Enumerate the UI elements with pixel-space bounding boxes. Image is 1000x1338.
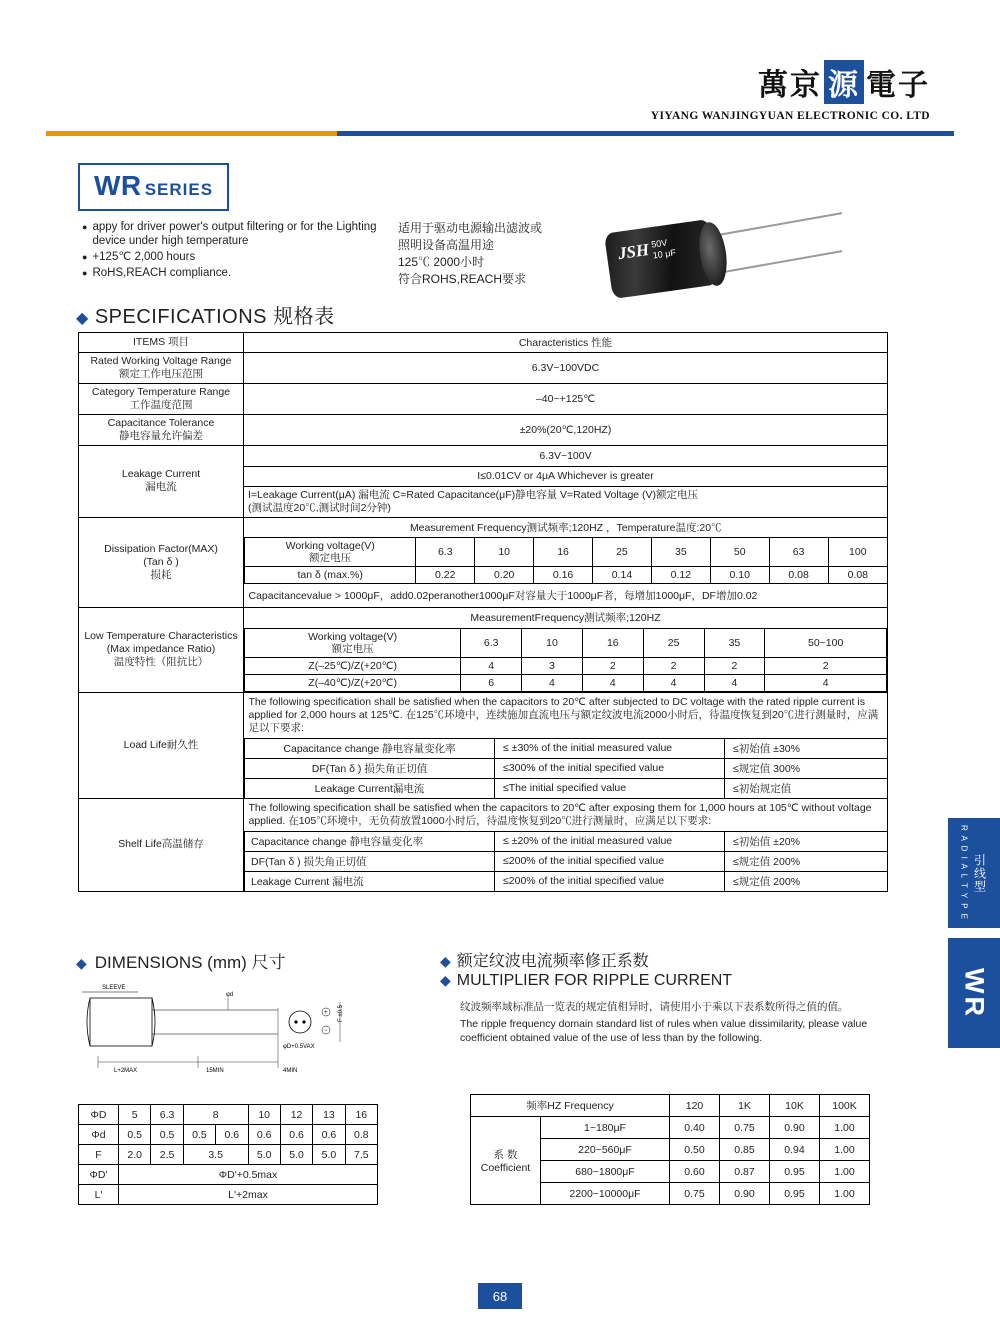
row-label-rated-voltage	[79, 353, 244, 384]
feature-item	[82, 220, 402, 248]
side-tab-radial-en: R A D I A L T Y P E	[959, 825, 969, 921]
bullet-dot-icon: ●	[82, 252, 88, 262]
dissipation-voltage-cell: 100	[828, 538, 887, 567]
ripple-value: 1.00	[820, 1139, 870, 1161]
lowtemp-z40-cell: 4	[582, 674, 643, 691]
svg-text:SLEEVE: SLEEVE	[102, 985, 126, 991]
diamond-icon: ◆	[76, 310, 89, 327]
specifications-heading	[76, 300, 335, 329]
feature-item	[82, 250, 402, 264]
feature-item	[82, 266, 402, 280]
leakage-definition: I=Leakage Current(μA) 漏电流 C=Rated Capacitance(μF)静电容量 V=Rated Voltage (V)额定电压	[248, 488, 699, 501]
ripple-header-1k: 1K	[720, 1095, 770, 1117]
row-label-dissipation	[79, 517, 244, 608]
shelflife-item-cn: ≤规定值 200%	[725, 871, 888, 891]
loadlife-para-en: The following specification shall be satisfied when the capacitors to 20℃ after subjected to DC voltage with the rated ripple current is applied for 2,000 hours at 125℃.	[248, 695, 865, 721]
rule-orange-segment	[46, 131, 337, 136]
dim-cell: 0.5	[183, 1125, 215, 1145]
row-label-en: Category Temperature Range	[91, 386, 231, 398]
svg-text:φD+0.5VAX: φD+0.5VAX	[283, 1044, 315, 1050]
diamond-icon: ◆	[440, 972, 451, 988]
ripple-value: 0.94	[770, 1139, 820, 1161]
dim-cell: 6.3	[151, 1105, 183, 1125]
row-label-en2: (Tan δ )	[143, 555, 179, 568]
lowtemp-voltage-cell: 16	[582, 628, 643, 657]
value-lowtemp	[244, 608, 888, 693]
dimensions-table	[78, 1104, 378, 1205]
shelflife-item-name: Leakage Current 漏电流	[245, 871, 495, 891]
svg-text:F ±0.5: F ±0.5	[338, 1005, 344, 1022]
loadlife-item-name: Capacitance change 静电容量变化率	[245, 738, 495, 758]
bullet-dot-icon: ●	[82, 268, 88, 278]
ripple-range: 220~560μF	[541, 1139, 670, 1161]
leakage-condition: (测试温度20℃,测试时间2分钟)	[248, 501, 391, 514]
feature-list-cn	[398, 220, 618, 288]
ripple-value: 0.75	[670, 1183, 720, 1205]
dissipation-voltage-cell: 63	[769, 538, 828, 567]
table-row	[245, 584, 888, 608]
row-label-cn: 额定工作电压范围	[119, 368, 203, 380]
dim-cell: 0.6	[280, 1125, 312, 1145]
svg-text:−: −	[324, 1028, 328, 1034]
loadlife-item-cn: ≤规定值 300%	[725, 758, 888, 778]
row-label-temp-range	[79, 384, 244, 415]
table-row	[245, 538, 888, 567]
lowtemp-z40-cell: 4	[704, 674, 765, 691]
dissipation-tan-cell: 0.08	[769, 567, 828, 584]
table-row	[79, 1145, 378, 1165]
dim-span-cell: ΦD'+0.5max	[119, 1165, 378, 1185]
row-label-cn: 损耗	[150, 568, 172, 581]
value-shelflife	[244, 798, 888, 891]
lowtemp-condition: MeasurementFrequency测试频率;120HZ	[245, 608, 887, 628]
value-tolerance: ±20%(20℃,120HZ)	[244, 415, 888, 446]
capacitor-capacitance: 10 μF	[652, 247, 677, 261]
loadlife-paragraph	[245, 693, 888, 739]
dim-cell: 0.6	[248, 1125, 280, 1145]
svg-text:L+2MAX: L+2MAX	[114, 1068, 138, 1074]
leakage-inner-table	[244, 446, 887, 517]
table-row	[245, 657, 887, 674]
table-row	[245, 628, 887, 657]
ripple-value: 1.00	[820, 1161, 870, 1183]
row-label-en: Dissipation Factor(MAX)	[104, 542, 218, 555]
table-row	[79, 1165, 378, 1185]
lowtemp-voltage-cell: 6.3	[461, 628, 522, 657]
dim-cell: 0.6	[313, 1125, 345, 1145]
side-tab-wr-label: WR	[959, 967, 990, 1019]
feature-text: +125℃ 2,000 hours	[92, 251, 196, 263]
feature-text: appy for driver power's output filtering or for the Lighting device under high temperature	[92, 221, 377, 247]
shelflife-item-cn: ≤规定值 200%	[725, 851, 888, 871]
table-row	[471, 1095, 870, 1117]
table-row	[471, 1117, 870, 1139]
header-rule	[46, 131, 954, 136]
value-temp-range: –40~+125℃	[244, 384, 888, 415]
loadlife-item-cn: ≤初始值 ±30%	[725, 738, 888, 758]
ripple-range: 680~1800μF	[541, 1161, 670, 1183]
shelflife-item-en: ≤ ±20% of the initial measured value	[495, 831, 725, 851]
row-label-loadlife: Load Life耐久性	[79, 692, 244, 798]
dimensions-heading	[76, 948, 286, 973]
lowtemp-z25-cell: 4	[461, 657, 522, 674]
shelflife-inner-table	[244, 799, 887, 891]
ripple-heading-cn	[440, 948, 649, 971]
dissipation-tan-cell: 0.10	[710, 567, 769, 584]
table-row	[79, 415, 888, 446]
specifications-table	[78, 332, 888, 892]
feature-list-en	[82, 220, 402, 282]
shelflife-item-en: ≤200% of the initial specified value	[495, 851, 725, 871]
col-characteristics-header: Characteristics 性能	[244, 333, 888, 353]
dim-cell: 0.6	[216, 1125, 248, 1145]
lead-wire-icon	[718, 212, 842, 235]
table-row	[245, 567, 888, 584]
lowtemp-voltage-header	[245, 628, 461, 657]
dissipation-voltage-cell: 16	[534, 538, 593, 567]
side-tab-radial-type[interactable]	[948, 818, 1000, 928]
row-label-cn: 漏电流	[145, 481, 177, 494]
value-leakage	[244, 446, 888, 518]
dissipation-voltage-cell: 25	[593, 538, 652, 567]
ripple-value: 0.85	[720, 1139, 770, 1161]
dim-row-head: ΦD	[79, 1105, 119, 1125]
table-row	[244, 466, 887, 486]
ripple-heading-en-text: MULTIPLIER FOR RIPPLE CURRENT	[456, 972, 733, 989]
side-tab-radial-cn: 引线型	[972, 853, 987, 893]
dim-cell: 3.5	[183, 1145, 248, 1165]
ripple-value: 0.90	[720, 1183, 770, 1205]
table-row	[245, 674, 887, 691]
loadlife-para-cn: 在125℃环境中，连续施加直流电压与额定纹波电流2000小时后，待温度恢复到20℃进行测量时，应满足以下要求:	[248, 708, 879, 734]
leakage-line-3	[244, 486, 887, 517]
dim-cell: 10	[248, 1105, 280, 1125]
ripple-value: 0.75	[720, 1117, 770, 1139]
ripple-header-10k: 10K	[770, 1095, 820, 1117]
dissipation-voltage-cell: 35	[651, 538, 710, 567]
table-row	[245, 799, 888, 832]
table-row	[245, 738, 888, 758]
table-row	[79, 608, 888, 693]
shelflife-paragraph	[245, 799, 888, 832]
ripple-heading-cn-text: 额定纹波电流频率修正系数	[456, 953, 649, 970]
table-row	[79, 1105, 378, 1125]
row-label-en: Capacitance Tolerance	[107, 417, 215, 429]
ripple-range: 2200~10000μF	[541, 1183, 670, 1205]
dissipation-inner-table	[244, 518, 887, 608]
dissipation-note: Capacitancevalue > 1000μF，add0.02peranother1000μF对容量大于1000μF者，每增加1000μF，DF增加0.02	[248, 590, 758, 602]
brand-english: YIYANG WANJINGYUAN ELECTRONIC CO. LTD	[650, 110, 930, 122]
label-en: Working voltage(V)	[308, 630, 398, 643]
table-row	[79, 333, 888, 353]
shelflife-item-name: Capacitance change 静电容量变化率	[245, 831, 495, 851]
ripple-value: 0.90	[770, 1117, 820, 1139]
lowtemp-voltage-cell: 25	[643, 628, 704, 657]
side-tab-wr[interactable]	[948, 938, 1000, 1048]
loadlife-item-name: DF(Tan δ ) 损失角正切值	[245, 758, 495, 778]
dissipation-tan-cell: 0.14	[593, 567, 652, 584]
table-row	[245, 778, 888, 798]
table-row	[79, 353, 888, 384]
ripple-range: 1~180μF	[541, 1117, 670, 1139]
series-title-box	[78, 163, 229, 211]
table-row	[79, 692, 888, 798]
shelflife-para-cn: 在105℃环境中，无负荷放置1000小时后，待温度恢复到20℃进行测量时，应满足以下要求:	[288, 814, 712, 827]
lowtemp-z25-cell: 3	[522, 657, 583, 674]
table-row	[79, 384, 888, 415]
svg-text:15MIN: 15MIN	[206, 1068, 224, 1074]
page-number: 68	[478, 1283, 522, 1309]
coefficient-label-en: Coefficient	[480, 1162, 531, 1174]
row-label-cn: 工作温度范围	[129, 399, 193, 411]
ripple-header-100k: 100K	[820, 1095, 870, 1117]
ripple-note-en: The ripple frequency domain standard list of rules when value dissimilarity, please value coefficient obtained value of the use of less than by the following.	[460, 1018, 868, 1044]
table-row	[79, 798, 888, 891]
company-logo	[651, 60, 930, 122]
value-loadlife	[244, 692, 888, 798]
series-code: WR	[94, 170, 142, 201]
ripple-value: 0.95	[770, 1183, 820, 1205]
ripple-value: 0.40	[670, 1117, 720, 1139]
diamond-icon: ◆	[76, 955, 87, 971]
dim-cell: 0.5	[119, 1125, 151, 1145]
dim-cell: 13	[313, 1105, 345, 1125]
svg-text:4MIN: 4MIN	[283, 1068, 298, 1074]
ripple-value: 1.00	[820, 1183, 870, 1205]
bullet-dot-icon: ●	[82, 222, 88, 232]
capacitor-photo	[600, 198, 840, 313]
dim-cell: 2.0	[119, 1145, 151, 1165]
dim-span-cell: L'+2max	[119, 1185, 378, 1205]
dim-cell: 5	[119, 1105, 151, 1125]
dissipation-condition: Measurement Frequency测试频率;120HZ ，Temperature温度:20℃	[245, 518, 888, 538]
table-row	[79, 1185, 378, 1205]
dim-cell: 8	[183, 1105, 248, 1125]
lowtemp-voltage-cell: 10	[522, 628, 583, 657]
dissipation-tan-cell: 0.16	[534, 567, 593, 584]
table-row	[79, 446, 888, 518]
loadlife-inner-table	[244, 693, 887, 798]
brand-chinese	[651, 60, 930, 104]
ripple-heading-en	[440, 972, 732, 990]
shelflife-item-name: DF(Tan δ ) 损失角正切值	[245, 851, 495, 871]
shelflife-para-en: The following specification shall be satisfied when the capacitors to 20℃ after exposing them for 1,000 hours at 105℃ without voltage applied.	[248, 801, 872, 827]
dissipation-voltage-header	[245, 538, 416, 567]
ripple-value: 0.87	[720, 1161, 770, 1183]
table-row	[245, 758, 888, 778]
table-row	[245, 871, 888, 891]
lowtemp-z40-cell: 4	[643, 674, 704, 691]
loadlife-item-en: ≤ ±30% of the initial measured value	[495, 738, 725, 758]
loadlife-item-cn: ≤初始规定值	[725, 778, 888, 798]
brand-cn-part-1: 萬京	[758, 68, 822, 103]
loadlife-item-en: ≤The initial specified value	[495, 778, 725, 798]
lowtemp-z40-cell: 4	[765, 674, 887, 691]
dissipation-voltage-cell: 6.3	[416, 538, 475, 567]
ripple-value: 0.50	[670, 1139, 720, 1161]
brand-cn-part-2: 源	[824, 60, 864, 104]
lowtemp-z25-cell: 2	[643, 657, 704, 674]
rule-blue-segment	[337, 131, 954, 136]
capacitor-brand-label: JSH	[616, 239, 651, 264]
feature-text: RoHS,REACH compliance.	[92, 267, 232, 279]
feature-text-cn: 125℃ 2000小时	[398, 255, 485, 269]
row-label-en: Leakage Current	[121, 468, 201, 481]
diamond-icon: ◆	[440, 953, 451, 969]
dissipation-tan-cell: 0.12	[651, 567, 710, 584]
ripple-multiplier-table	[470, 1094, 870, 1205]
dim-cell: 5.0	[313, 1145, 345, 1165]
value-dissipation	[244, 517, 888, 608]
leakage-line-1: 6.3V~100V	[244, 446, 887, 466]
value-rated-voltage: 6.3V~100VDC	[244, 353, 888, 384]
lowtemp-z25-cell: 2	[704, 657, 765, 674]
dissipation-voltage-cell: 10	[475, 538, 534, 567]
dimension-drawing	[78, 978, 408, 1078]
lowtemp-z25-cell: 2	[582, 657, 643, 674]
table-row	[245, 608, 887, 628]
lowtemp-z40-cell: 4	[522, 674, 583, 691]
row-label-cn: 温度特性（阻抗比）	[113, 656, 209, 669]
ripple-note-cn: 纹波频率域标准品一览表的规定值相异时，请使用小于乘以下表系数所得之值的值。	[460, 1001, 849, 1013]
ripple-value: 0.95	[770, 1161, 820, 1183]
row-label-shelflife: Shelf Life高温储存	[79, 798, 244, 891]
label-en: Working voltage(V)	[285, 540, 375, 552]
dimension-drawing-svg	[78, 978, 408, 1078]
loadlife-item-en: ≤300% of the initial specified value	[495, 758, 725, 778]
row-label-en: Low Temperature Characteristics (Max impedance Ratio)	[84, 630, 238, 656]
dim-row-head: F	[79, 1145, 119, 1165]
brand-cn-part-3: 電子	[866, 68, 930, 103]
lead-wire-icon	[718, 250, 842, 273]
series-word: SERIES	[144, 180, 214, 199]
svg-text:φd: φd	[226, 992, 234, 998]
lowtemp-z40-cell: 6	[461, 674, 522, 691]
dim-row-head: Φd	[79, 1125, 119, 1145]
table-row	[79, 1125, 378, 1145]
dimensions-heading-text: DIMENSIONS (mm) 尺寸	[94, 953, 286, 972]
svg-text:+: +	[324, 1010, 328, 1016]
feature-text-cn: 照明设备高温用途	[398, 238, 495, 252]
capacitor-spec-label	[651, 236, 677, 261]
row-label-tolerance	[79, 415, 244, 446]
capacitor-voltage: 50V	[650, 237, 668, 250]
feature-text-cn: 适用于驱动电源输出滤波或	[398, 221, 543, 235]
table-row	[245, 518, 888, 538]
table-row	[244, 446, 887, 466]
dim-cell: 5.0	[248, 1145, 280, 1165]
lowtemp-voltage-cell: 35	[704, 628, 765, 657]
ripple-value: 0.60	[670, 1161, 720, 1183]
dim-cell: 0.5	[151, 1125, 183, 1145]
leakage-line-2: I≤0.01CV or 4μA Whichever is greater	[244, 466, 887, 486]
dim-row-head: L'	[79, 1185, 119, 1205]
ripple-note	[460, 1000, 870, 1045]
dim-cell: 12	[280, 1105, 312, 1125]
row-label-leakage	[79, 446, 244, 518]
label-cn: 额定电压	[331, 642, 374, 655]
specifications-heading-text: SPECIFICATIONS 规格表	[94, 306, 335, 328]
col-items-header: ITEMS 项目	[79, 333, 244, 353]
dissipation-tan-cell: 0.22	[416, 567, 475, 584]
lowtemp-z40-header: Z(–40℃)/Z(+20℃)	[245, 674, 461, 691]
shelflife-item-cn: ≤初始值 ±20%	[725, 831, 888, 851]
dim-cell: 0.8	[345, 1125, 377, 1145]
ripple-header-120: 120	[670, 1095, 720, 1117]
lowtemp-z25-cell: 2	[765, 657, 887, 674]
dim-cell: 7.5	[345, 1145, 377, 1165]
table-row	[79, 517, 888, 608]
row-label-lowtemp	[79, 608, 244, 693]
dim-row-head: ΦD'	[79, 1165, 119, 1185]
table-row	[245, 831, 888, 851]
dissipation-tan-cell: 0.08	[828, 567, 887, 584]
lowtemp-voltage-cell: 50~100	[765, 628, 887, 657]
ripple-header-frequency: 频率HZ Frequency	[471, 1095, 670, 1117]
shelflife-item-en: ≤200% of the initial specified value	[495, 871, 725, 891]
feature-text-cn: 符合ROHS,REACH要求	[398, 272, 527, 286]
table-row	[245, 693, 888, 739]
dim-cell: 5.0	[280, 1145, 312, 1165]
row-label-cn: 静电容量允许偏差	[119, 430, 203, 442]
row-label-en: Rated Working Voltage Range	[90, 355, 232, 367]
coefficient-label-cn: 系 数	[493, 1149, 518, 1161]
ripple-value: 1.00	[820, 1117, 870, 1139]
table-row	[244, 486, 887, 517]
dim-cell: 2.5	[151, 1145, 183, 1165]
dissipation-voltage-cell: 50	[710, 538, 769, 567]
ripple-coefficient-label	[471, 1117, 541, 1205]
dim-cell: 16	[345, 1105, 377, 1125]
label-cn: 额定电压	[309, 552, 352, 564]
lowtemp-z25-header: Z(–25℃)/Z(+20℃)	[245, 657, 461, 674]
lowtemp-inner-table	[244, 608, 887, 692]
loadlife-item-name: Leakage Current漏电流	[245, 778, 495, 798]
dissipation-tan-cell: 0.20	[475, 567, 534, 584]
dissipation-tan-header: tan δ (max.%)	[245, 567, 416, 584]
table-row	[245, 851, 888, 871]
